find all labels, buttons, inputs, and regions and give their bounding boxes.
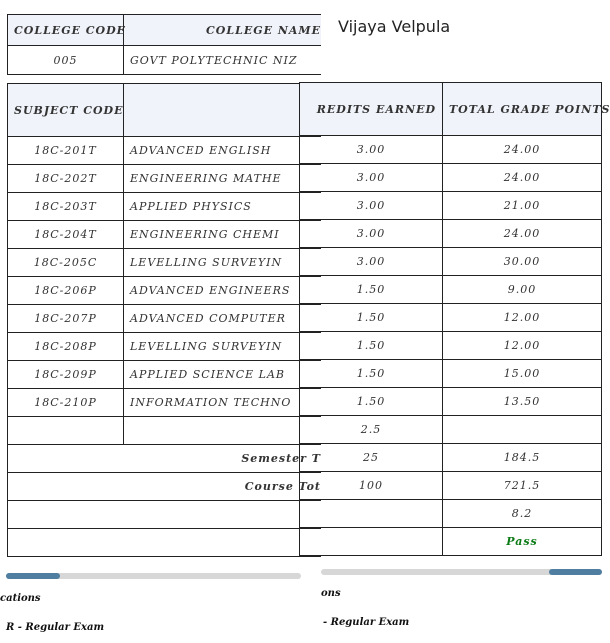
subject-name-cell: APPLIED PHYSICS (124, 193, 328, 221)
credits-earned-cell: 1.50 (300, 276, 443, 304)
college-name-value: GOVT POLYTECHNIC NIZ (124, 46, 328, 75)
course-total-label: Course Tot (8, 473, 328, 501)
empty-cell (8, 417, 124, 445)
grade-row (300, 248, 602, 276)
grade-points-cell: 721.5 (443, 472, 602, 500)
grade-row (300, 192, 602, 220)
subject-code-cell: 18C-205C (8, 249, 124, 277)
grades-table (299, 82, 610, 556)
subject-code-header: SUBJECT CODE (8, 84, 124, 137)
credits-earned-cell: 1.50 (300, 360, 443, 388)
subject-row (8, 137, 328, 165)
credits-earned-cell: 100 (300, 472, 443, 500)
subject-name-cell: ADVANCED COMPUTER (124, 305, 328, 333)
subject-row (8, 193, 328, 221)
subject-name-cell: ENGINEERING CHEMI (124, 221, 328, 249)
credits-earned-cell: 3.00 (300, 164, 443, 192)
grade-points-cell: 30.00 (443, 248, 602, 276)
footer-legend-regular: - Regular Exam (323, 617, 410, 628)
subject-code-cell: 18C-209P (8, 361, 124, 389)
scrollbar-thumb[interactable] (549, 569, 602, 575)
subject-name-header (124, 84, 328, 137)
grade-row (300, 416, 602, 444)
college-table (7, 14, 328, 75)
subject-name-cell: LEVELLING SURVEYIN (124, 249, 328, 277)
grade-row (300, 388, 602, 416)
grade-row (300, 220, 602, 248)
horizontal-scrollbar[interactable] (321, 569, 602, 575)
subject-row (8, 305, 328, 333)
empty-cell (124, 417, 328, 445)
grade-row (300, 332, 602, 360)
grade-row (300, 472, 602, 500)
credits-earned-cell: 3.00 (300, 192, 443, 220)
subject-row (8, 221, 328, 249)
credits-earned-header: REDITS EARNED (300, 83, 443, 136)
subject-name-cell: LEVELLING SURVEYIN (124, 333, 328, 361)
subjects-table (7, 83, 328, 557)
subject-code-cell: 18C-206P (8, 277, 124, 305)
credits-earned-cell: 1.50 (300, 304, 443, 332)
credits-earned-cell: 1.50 (300, 332, 443, 360)
subject-name-cell: APPLIED SCIENCE LAB (124, 361, 328, 389)
grade-points-cell: 24.00 (443, 164, 602, 192)
grade-points-cell: 8.2 (443, 500, 602, 528)
credits-earned-cell: 3.00 (300, 248, 443, 276)
footer-legend-title: cations (0, 593, 41, 604)
college-name-header: COLLEGE NAME (124, 15, 328, 46)
grade-row (300, 164, 602, 192)
grade-points-cell: 24.00 (443, 136, 602, 164)
footer-legend-regular: R - Regular Exam (6, 622, 105, 633)
subject-code-cell: 18C-204T (8, 221, 124, 249)
grade-points-cell: 12.00 (443, 304, 602, 332)
grade-row (300, 276, 602, 304)
subject-code-cell: 18C-202T (8, 165, 124, 193)
credits-earned-cell: 2.5 (300, 416, 443, 444)
grade-points-cell: 15.00 (443, 360, 602, 388)
grade-row (300, 500, 602, 528)
credits-earned-cell (300, 500, 443, 528)
subject-row (8, 389, 328, 417)
subject-row (8, 333, 328, 361)
grade-row (300, 360, 602, 388)
subject-name-cell: ADVANCED ENGINEERS (124, 277, 328, 305)
grade-points-cell: 184.5 (443, 444, 602, 472)
credits-earned-cell: 3.00 (300, 136, 443, 164)
scrollbar-thumb[interactable] (6, 573, 60, 579)
empty-row (8, 501, 328, 529)
college-code-header: COLLEGE CODE (8, 15, 124, 46)
grade-points-cell: 13.50 (443, 388, 602, 416)
college-code-value: 005 (8, 46, 124, 75)
subject-row (8, 165, 328, 193)
subject-code-cell: 18C-210P (8, 389, 124, 417)
subject-name-cell: ADVANCED ENGLISH (124, 137, 328, 165)
grade-points-cell: 9.00 (443, 276, 602, 304)
subject-row (8, 277, 328, 305)
right-results-panel (316, 0, 610, 643)
footer-legend-title: ons (321, 588, 341, 599)
subject-row (8, 249, 328, 277)
subject-code-cell: 18C-207P (8, 305, 124, 333)
subject-code-cell: 18C-203T (8, 193, 124, 221)
subject-name-cell: INFORMATION TECHNO (124, 389, 328, 417)
credits-earned-cell: 3.00 (300, 220, 443, 248)
grade-points-cell (443, 416, 602, 444)
grade-points-cell: 12.00 (443, 332, 602, 360)
empty-row (8, 529, 328, 557)
subject-code-cell: 18C-208P (8, 333, 124, 361)
credits-earned-cell (300, 528, 443, 556)
total-grade-points-header: TOTAL GRADE POINTS (443, 83, 602, 136)
credits-earned-cell: 1.50 (300, 388, 443, 416)
subject-code-cell: 18C-201T (8, 137, 124, 165)
credits-earned-cell: 25 (300, 444, 443, 472)
result-status-cell: Pass (443, 528, 602, 556)
subject-row (8, 361, 328, 389)
grade-points-cell: 24.00 (443, 220, 602, 248)
student-name: Vijaya Velpula (338, 17, 451, 36)
horizontal-scrollbar[interactable] (6, 573, 301, 579)
grade-points-cell: 21.00 (443, 192, 602, 220)
grade-row (300, 136, 602, 164)
grade-row (300, 444, 602, 472)
grade-row (300, 304, 602, 332)
grade-row (300, 528, 602, 556)
semester-total-label: Semester T (8, 445, 328, 473)
subject-name-cell: ENGINEERING MATHE (124, 165, 328, 193)
